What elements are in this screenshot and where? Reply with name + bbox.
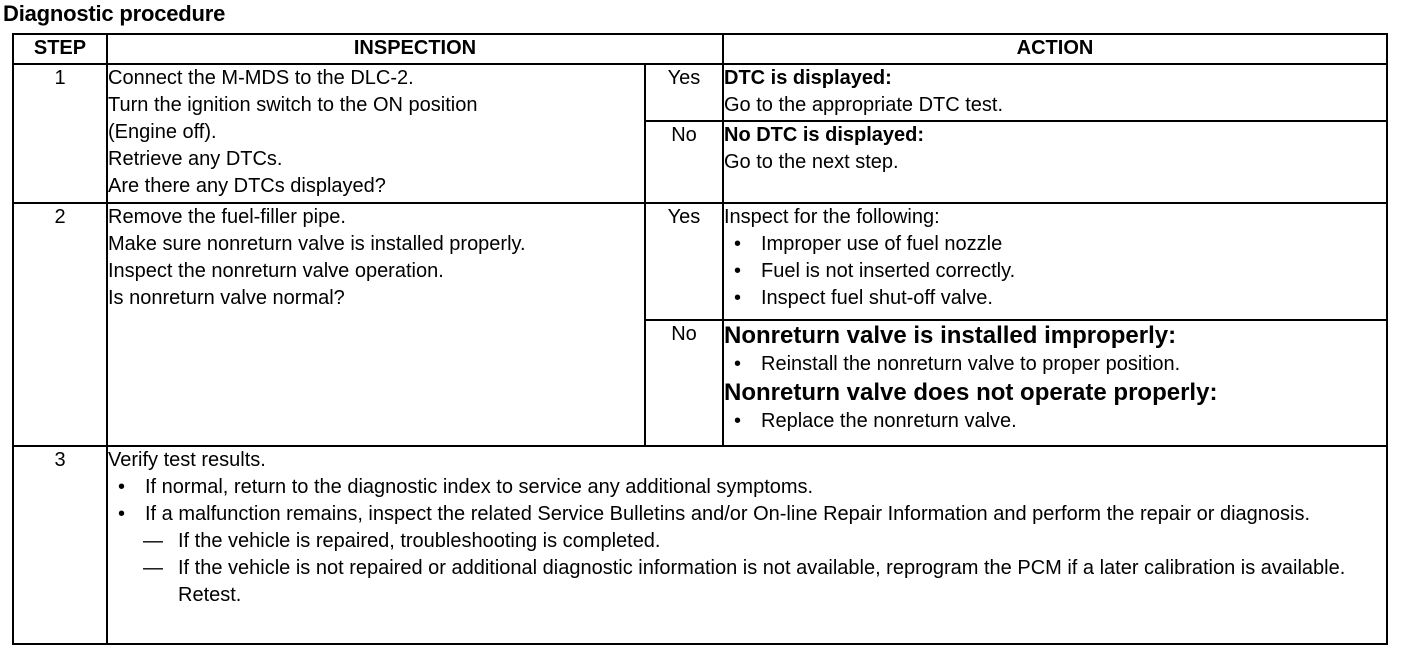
action-heading: Nonreturn valve does not operate properly:: [724, 379, 1218, 406]
no-label: No: [645, 320, 723, 446]
inspection-line: Are there any DTCs displayed?: [108, 175, 386, 197]
action-cell: [723, 121, 1387, 203]
inspection-line: Retrieve any DTCs.: [108, 148, 283, 170]
inspection-cell: [107, 446, 1387, 644]
list-item: • Replace the nonreturn valve.: [729, 408, 1386, 435]
inspection-line: (Engine off).: [108, 121, 217, 143]
list-item: — If the vehicle is not repaired or additional diagnostic information is not available, reprogram the PCM if a later calibration is available. Retest.: [143, 555, 1386, 609]
action-heading: DTC is displayed:: [724, 67, 892, 89]
yes-label: Yes: [645, 203, 723, 320]
diagnostic-table: [12, 33, 1388, 645]
action-cell: [723, 203, 1387, 320]
list-item: [113, 501, 1386, 528]
inspection-line: Make sure nonreturn valve is installed properly.: [108, 233, 526, 255]
list-item-text: If a malfunction remains, inspect the related Service Bulletins and/or On-line Repair Information and perform the repair or diagnosis.: [145, 503, 1311, 525]
list-item: • If normal, return to the diagnostic index to service any additional symptoms.: [113, 474, 1386, 501]
inspection-line: Is nonreturn valve normal?: [108, 287, 345, 309]
action-cell: [723, 64, 1387, 121]
inspection-line: Turn the ignition switch to the ON position: [108, 94, 478, 116]
step-number: 1: [13, 64, 107, 203]
bullet-list: [724, 231, 1386, 312]
action-text: Go to the appropriate DTC test.: [724, 94, 1004, 116]
table-row: [13, 64, 1387, 121]
action-text: Inspect for the following:: [724, 206, 940, 228]
list-item: — If the vehicle is repaired, troubleshooting is completed.: [143, 528, 1386, 555]
table-header-row: [13, 34, 1387, 64]
action-heading: No DTC is displayed:: [724, 124, 925, 146]
list-item: • Inspect fuel shut-off valve.: [729, 285, 1386, 312]
bullet-list: [724, 408, 1386, 435]
action-heading: Nonreturn valve is installed improperly:: [724, 322, 1177, 349]
list-item: • Fuel is not inserted correctly.: [729, 258, 1386, 285]
inspection-line: Connect the M-MDS to the DLC-2.: [108, 67, 414, 89]
step-number: 2: [13, 203, 107, 446]
bullet-list: [108, 474, 1386, 528]
inspection-line: Verify test results.: [108, 449, 266, 471]
inspection-cell: [107, 203, 645, 446]
list-item: • Reinstall the nonreturn valve to proper position.: [729, 351, 1386, 378]
page-title: Diagnostic procedure: [3, 1, 226, 26]
dash-list: [108, 528, 1386, 609]
list-item: • Improper use of fuel nozzle: [729, 231, 1386, 258]
step-number: 3: [13, 446, 107, 644]
inspection-line: Remove the fuel-filler pipe.: [108, 206, 346, 228]
inspection-header: INSPECTION: [107, 34, 723, 64]
inspection-line: Inspect the nonreturn valve operation.: [108, 260, 444, 282]
action-header: ACTION: [723, 34, 1387, 64]
step-header: STEP: [13, 34, 107, 64]
yes-label: Yes: [645, 64, 723, 121]
no-label: No: [645, 121, 723, 203]
inspection-cell: [107, 64, 645, 203]
bullet-list: [724, 351, 1386, 378]
action-text: Go to the next step.: [724, 151, 899, 173]
table-row: [13, 203, 1387, 320]
action-cell: [723, 320, 1387, 446]
table-row: [13, 446, 1387, 644]
